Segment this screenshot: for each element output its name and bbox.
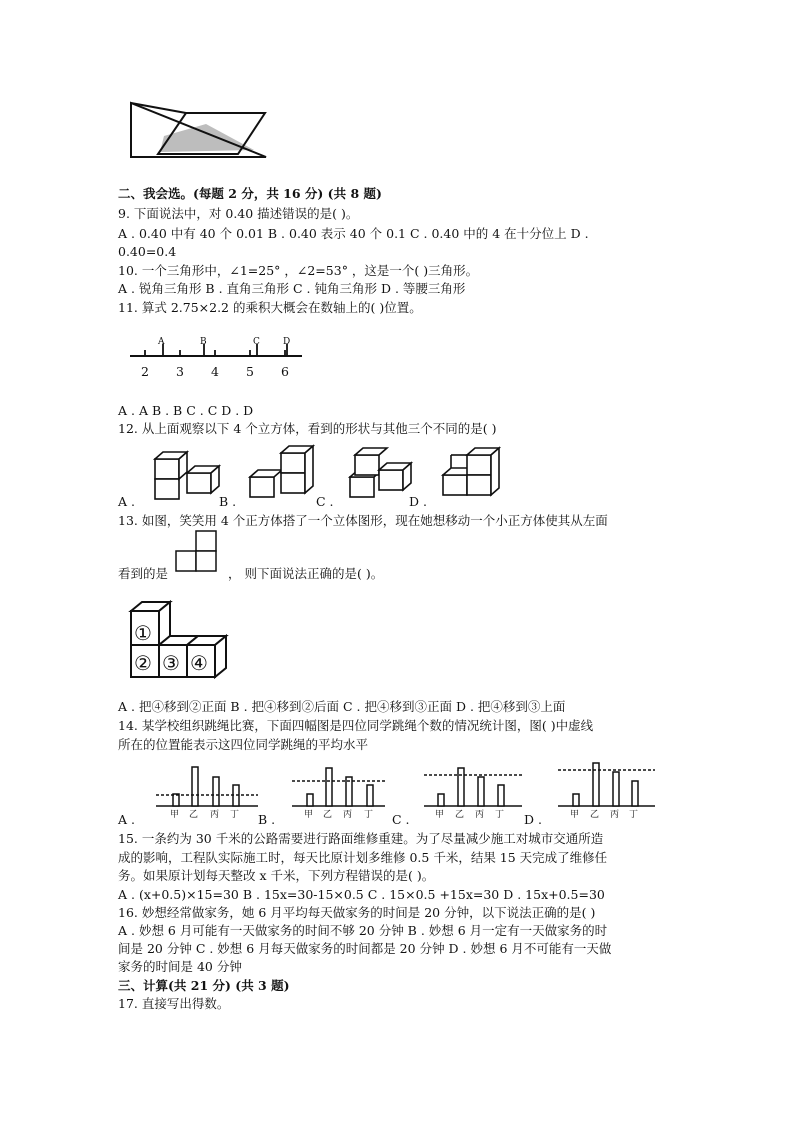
cube-3: ③ (162, 651, 180, 675)
q9-stem: 9. 下面说法中，对 0.40 描述错误的是( )。 (118, 206, 359, 221)
chart-a-label-bing: 丙 (210, 810, 220, 820)
mark-D: D (283, 337, 291, 347)
chart-a-label-ding: 丁 (230, 810, 240, 820)
cube-2: ② (134, 651, 152, 675)
q14-label-c: C . (392, 812, 410, 827)
tick-label-4: 4 (211, 364, 219, 379)
q14-label-a: A . (118, 812, 135, 827)
q10-stem: 10. 一个三角形中，∠1=25° ，∠2=53° ，这是一个( )三角形。 (118, 263, 479, 278)
tick-label-2: 2 (141, 364, 149, 379)
q12-label-c: C . (316, 494, 334, 509)
mark-A: A (158, 337, 165, 347)
chart-d-label-yi: 乙 (590, 810, 600, 820)
cube-4: ④ (190, 651, 208, 675)
q14-label-b: B . (258, 812, 276, 827)
q14-stem: 14. 某学校组织跳绳比赛，下面四幅图是四位同学跳绳个数的情况统计图，图( )中虚线 (118, 718, 594, 733)
tick-label-3: 3 (176, 364, 184, 379)
q15-line3: 务。如果原计划每天整改 x 千米，下列方程错误的是( )。 (118, 868, 435, 883)
triangle-parallelogram-figure (0, 0, 794, 170)
chart-b-label-ding: 丁 (364, 810, 374, 820)
q13-stem: 13. 如图，笑笑用 4 个正方体搭了一个立体图形，现在她想移动一个小正方体使其从左面 (118, 513, 608, 528)
q10-options: A . 锐角三角形 B . 直角三角形 C . 钝角三角形 D . 等腰三角形 (118, 281, 466, 296)
chart-c-label-jia: 甲 (435, 810, 445, 820)
q9-options: A . 0.40 中有 40 个 0.01 B . 0.40 表示 40 个 0.1 C . 0.40 中的 4 在十分位上 D . (118, 226, 589, 241)
tick-label-5: 5 (246, 364, 254, 379)
q16-line4: 家务的时间是 40 分钟 (118, 959, 242, 974)
section-3-heading: 三、计算(共 21 分) (共 3 题) (118, 978, 290, 993)
tick-label-6: 6 (281, 364, 289, 379)
chart-d-label-bing: 丙 (610, 810, 620, 820)
q15-line1: 15. 一条约为 30 千米的公路需要进行路面维修重建。为了尽量减少施工对城市交通所造 (118, 831, 604, 846)
q13-options: A . 把④移到②正面 B . 把④移到②后面 C . 把④移到③正面 D . 把④移到③上面 (118, 699, 566, 714)
q16-line2: A . 妙想 6 月可能有一天做家务的时间不够 20 分钟 B . 妙想 6 月一定有一天做家务的时 (118, 923, 608, 938)
shaded-overlap (160, 124, 254, 152)
q12-stem: 12. 从上面观察以下 4 个立方体，看到的形状与其他三个不同的是( ) (118, 421, 497, 436)
q16-line3: 间是 20 分钟 C . 妙想 6 月每天做家务的时间都是 20 分钟 D . 妙想 6 月不可能有一天做 (118, 941, 612, 956)
q14-stem-cont: 所在的位置能表示这四位同学跳绳的平均水平 (118, 737, 369, 752)
chart-c-label-bing: 丙 (475, 810, 485, 820)
chart-c-label-ding: 丁 (495, 810, 505, 820)
q13-cube-structure (0, 596, 794, 686)
chart-b-label-jia: 甲 (304, 810, 314, 820)
q11-stem: 11. 算式 2.75×2.2 的乘积大概会在数轴上的( )位置。 (118, 300, 422, 315)
chart-d-label-jia: 甲 (570, 810, 580, 820)
chart-b-label-bing: 丙 (343, 810, 353, 820)
mark-B: B (200, 337, 207, 347)
q14-label-d: D . (524, 812, 542, 827)
q11-options: A . A B . B C . C D . D (118, 403, 254, 418)
cube-1: ① (134, 621, 152, 645)
mark-C: C (253, 337, 260, 347)
number-line (0, 330, 794, 390)
chart-a-label-jia: 甲 (170, 810, 180, 820)
q15-options: A . (x+0.5)×15=30 B . 15x=30-15×0.5 C . 15×0.5 +15x=30 D . 15x+0.5=30 (118, 887, 605, 902)
q12-label-d: D . (409, 494, 427, 509)
q12-label-a: A . (118, 494, 135, 509)
q13-stem-line2a: 看到的是 (118, 566, 169, 581)
section-2-heading: 二、我会选。(每题 2 分，共 16 分) (共 8 题) (118, 186, 382, 201)
chart-c-label-yi: 乙 (455, 810, 465, 820)
q9-options-cont: 0.40=0.4 (118, 244, 177, 259)
q12-label-b: B . (219, 494, 237, 509)
q16-line1: 16. 妙想经常做家务，她 6 月平均每天做家务的时间是 20 分钟，以下说法正确的是( ) (118, 905, 596, 920)
q13-left-view-figure (170, 528, 230, 578)
chart-a-label-yi: 乙 (189, 810, 199, 820)
chart-b-label-yi: 乙 (323, 810, 333, 820)
q13-stem-line2b: ， 则下面说法正确的是( )。 (228, 566, 384, 581)
chart-d-label-ding: 丁 (629, 810, 639, 820)
q15-line2: 成的影响，工程队实际施工时，每天比原计划多维修 0.5 千米，结果 15 天完成了维修任 (118, 850, 608, 865)
q17-stem: 17. 直接写出得数。 (118, 996, 230, 1011)
